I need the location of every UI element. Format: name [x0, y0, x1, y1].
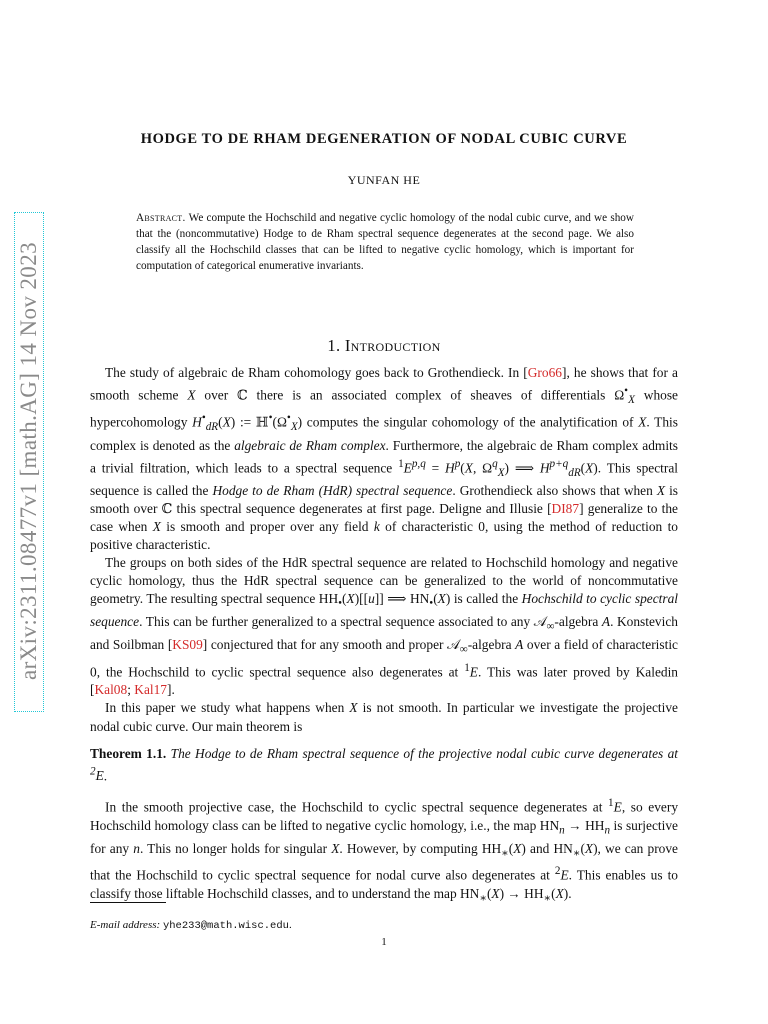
- paper-title: HODGE TO DE RHAM DEGENERATION OF NODAL CUBIC CURVE: [140, 131, 628, 147]
- footnote-label: E-mail address: [90, 919, 157, 931]
- abstract-label: Abstract.: [136, 212, 186, 224]
- arxiv-identifier[interactable]: arXiv:2311.08477v1 [math.AG] 14 Nov 2023: [16, 241, 41, 681]
- theorem-text: The Hodge to de Rham spectral sequence of the projective nodal cubic curve degenerates at: [170, 745, 678, 761]
- paragraph: In the smooth projective case, the Hochschild to cyclic spectral sequence degenerates at $^1$E, so every Hochschild homology class can be lifted to negative cyclic homology, i.e., the map $HN_n \to HH_n$ is surjective for any n. This no longer holds for singular X. However, by computing $HH_∗(X)$ and $HN_∗(X)$, we can prove that the Hochschild to cyclic spectral sequence for nodal curve also degenerates at $^2$E. This enables us to classify those liftable Hochschild classes, and to understand the map $HN_∗(X) \to HH_∗(X)$.: [90, 797, 679, 905]
- citation-link[interactable]: Gro66: [527, 365, 562, 380]
- citation-link[interactable]: DI87: [551, 500, 580, 516]
- section-heading: [90, 336, 678, 356]
- citation-link[interactable]: Kal08: [94, 682, 128, 698]
- footnote: E-mail address: yhe233@math.wisc.edu.: [90, 919, 292, 932]
- theorem-statement: Theorem 1.1. The Hodge to de Rham spectral sequence of the projective nodal cubic curve degenerates at $^2$E.: [90, 745, 678, 784]
- paragraph: The groups on both sides of the HdR spectral sequence are related to Hochschild homology and negative cyclic homology, thus the HdR spectral sequence can be generalized to the world of noncommutative geometry. The resulting spectral sequence $HH_•(X)[[u]]$ ⟹ $HN_•(X)$ is called the Hochschild to cyclic spectral sequence. This can be further generalized to a spectral sequence associated to any 𝒜$_\infty$-algebra A. Konstevich and Soilbman [KS09] conjectured that for any smooth and proper 𝒜$_\infty$-algebra A over a field of characteristic 0, the Hochschild to cyclic spectral sequence also degenerates at $^1$E. This was later proved by Kaledin [Kal08; Kal17].: [90, 555, 678, 698]
- abstract-text: We compute the Hochschild and negative cyclic homology of the nodal cubic curve, and we show that the (noncommutative) Hodge to de Rham spectral sequence degenerates at the second page. We also classify all the Hochschild classes that can be lifted to negative cyclic homology, which is important for computation of categorical enumerative invariants.: [136, 212, 634, 272]
- section-number: 1.: [327, 336, 341, 355]
- paper-author: YUNFAN HE: [347, 173, 421, 187]
- paragraph: In this paper we study what happens when X is not smooth. In particular we investigate the projective nodal cubic curve. Our main theorem is: [90, 700, 678, 734]
- footnote-rule: [90, 902, 166, 903]
- section-title: Introduction: [344, 336, 441, 355]
- email-address[interactable]: yhe233@math.wisc.edu: [162, 920, 289, 932]
- theorem-label: Theorem 1.1.: [90, 745, 167, 761]
- citation-link[interactable]: KS09: [172, 636, 203, 652]
- section-body: [90, 364, 678, 908]
- abstract: [136, 210, 634, 274]
- arxiv-identifier-stamp: [14, 212, 44, 712]
- page-number: 1: [381, 936, 387, 948]
- paragraph: The study of algebraic de Rham cohomology goes back to Grothendieck. In [Gro66], he shows that for a smooth scheme X over ℂ there is an associated complex of sheaves of differentials $\Omega^•_X$ whose hypercohomology $H^•_{dR}(X)$ := $ℍ^•(\Omega^•_X)$ computes the singular cohomology of the analytification of X. This complex is denoted as the algebraic de Rham complex. Furthermore, the algebraic de Rham complex admits a trivial filtration, which leads to a spectral sequence $^1E^{p,q} = H^p(X$, $\Omega^q_X$) ⟹ $H^{p+q}_{dR}(X)$. This spectral sequence is called the Hodge to de Rham (HdR) spectral sequence. Grothendieck also shows that when X is smooth over ℂ this spectral sequence degenerates at first page. Deligne and Illusie [DI87] generalize to the case when X is smooth and proper over any field k of characteristic 0, using the method of reduction to positive characteristic.: [90, 365, 679, 553]
- citation-link[interactable]: Kal17: [134, 682, 168, 698]
